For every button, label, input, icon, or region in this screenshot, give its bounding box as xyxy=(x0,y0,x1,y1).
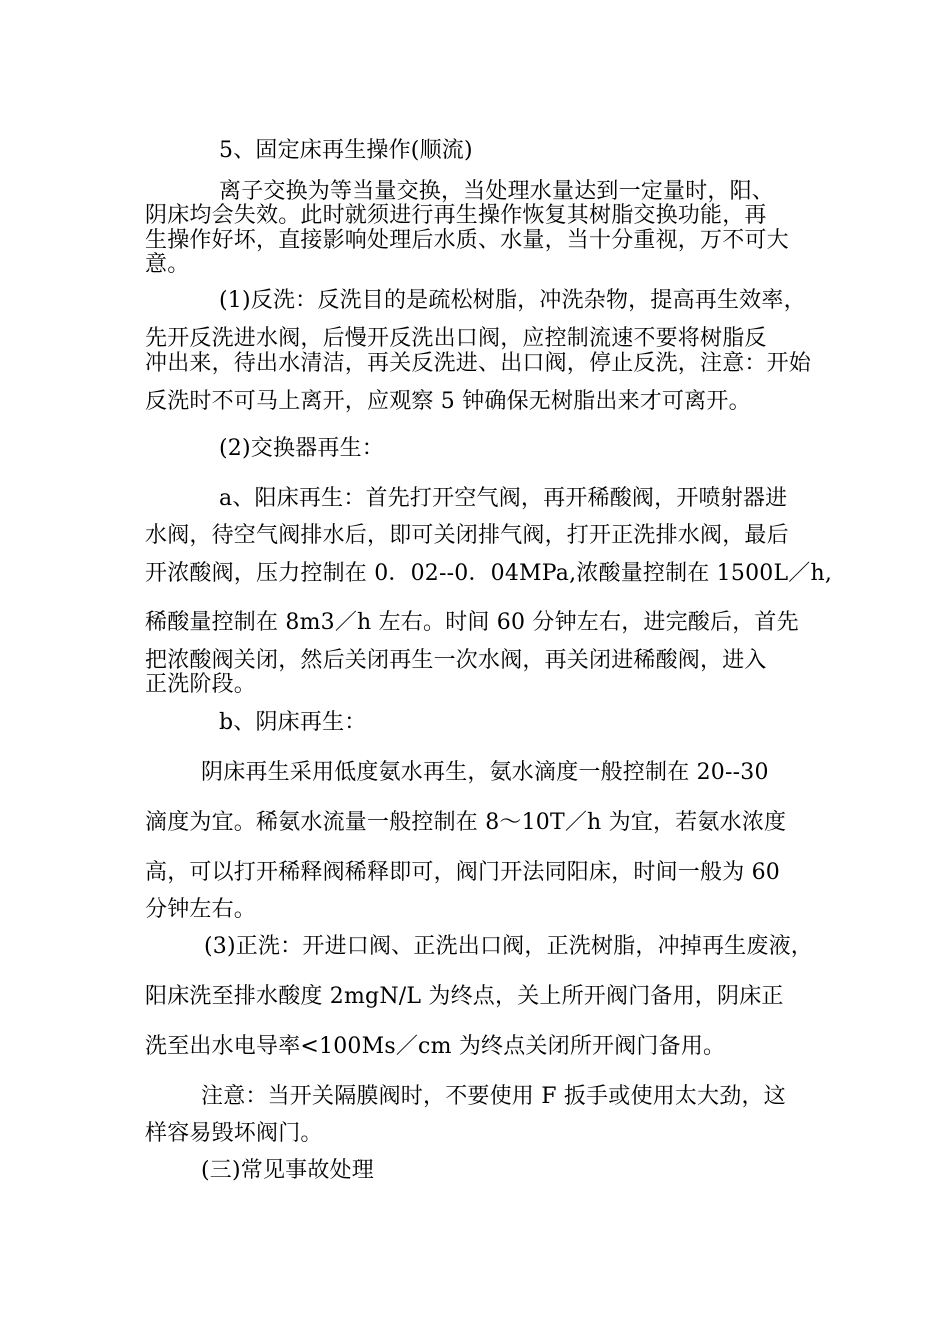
intro-paragraph-line: 生操作好坏，直接影响处理后水质、水量，当十分重视，万不可大 xyxy=(145,228,789,253)
anion-bed-paragraph-line: 阴床再生采用低度氨水再生，氨水滴度一般控制在 20--30 xyxy=(201,760,769,785)
backwash-paragraph-line: (1)反洗：反洗目的是疏松树脂，冲洗杂物，提高再生效率， xyxy=(219,288,806,313)
anion-bed-paragraph-line: 分钟左右。 xyxy=(145,897,257,922)
cation-bed-paragraph-line: 把浓酸阀关闭，然后关闭再生一次水阀，再关闭进稀酸阀，进入 xyxy=(145,648,767,673)
intro-paragraph-line: 意。 xyxy=(145,252,190,277)
caution-paragraph-line: 样容易毁坏阀门。 xyxy=(145,1121,323,1146)
anion-bed-paragraph-line: 滴度为宜。稀氨水流量一般控制在 8～10T／h 为宜，若氨水浓度 xyxy=(145,810,787,835)
caution-paragraph-line: 注意：当开关隔膜阀时，不要使用 F 扳手或使用太大劲，这 xyxy=(201,1084,786,1109)
exchanger-regeneration-heading: (2)交换器再生： xyxy=(219,436,384,461)
backwash-paragraph-line: 先开反洗进水阀，后慢开反洗出口阀，应控制流速不要将树脂反 xyxy=(145,326,767,351)
anion-bed-heading: b、阴床再生： xyxy=(219,710,367,735)
rinse-paragraph-line: (3)正洗：开进口阀、正洗出口阀，正洗树脂，冲掉再生废液， xyxy=(204,934,813,959)
cation-bed-paragraph-line: a、阳床再生：首先打开空气阀，再开稀酸阀，开喷射器进 xyxy=(219,486,788,511)
intro-paragraph-line: 离子交换为等当量交换，当处理水量达到一定量时，阳、 xyxy=(219,179,775,204)
backwash-paragraph-line: 冲出来，待出水清洁，再关反洗进、出口阀，停止反洗，注意：开始 xyxy=(145,351,812,376)
cation-bed-paragraph-line: 正洗阶段。 xyxy=(145,672,257,697)
cation-bed-paragraph-line: 水阀，待空气阀排水后，即可关闭排气阀，打开正洗排水阀，最后 xyxy=(145,523,789,548)
common-accidents-heading: (三)常见事故处理 xyxy=(201,1158,374,1183)
backwash-paragraph-line: 反洗时不可马上离开，应观察 5 钟确保无树脂出来才可离开。 xyxy=(145,389,751,414)
rinse-paragraph-line: 阳床洗至排水酸度 2mgN/L 为终点，关上所开阀门备用，阴床正 xyxy=(145,984,784,1009)
section-heading: 5、固定床再生操作(顺流) xyxy=(219,138,473,163)
anion-bed-paragraph-line: 高，可以打开稀释阀稀释即可，阀门开法同阳床，时间一般为 60 xyxy=(145,860,780,885)
intro-paragraph-line: 阴床均会失效。此时就须进行再生操作恢复其树脂交换功能，再 xyxy=(145,203,767,228)
rinse-paragraph-line: 洗至出水电导率<100Ms／cm 为终点关闭所开阀门备用。 xyxy=(145,1034,726,1059)
cation-bed-paragraph-line: 开浓酸阀，压力控制在 0．02--0．04MPa,浓酸量控制在 1500L／h, xyxy=(145,561,833,586)
cation-bed-paragraph-line: 稀酸量控制在 8m3／h 左右。时间 60 分钟左右，进完酸后，首先 xyxy=(145,610,799,635)
